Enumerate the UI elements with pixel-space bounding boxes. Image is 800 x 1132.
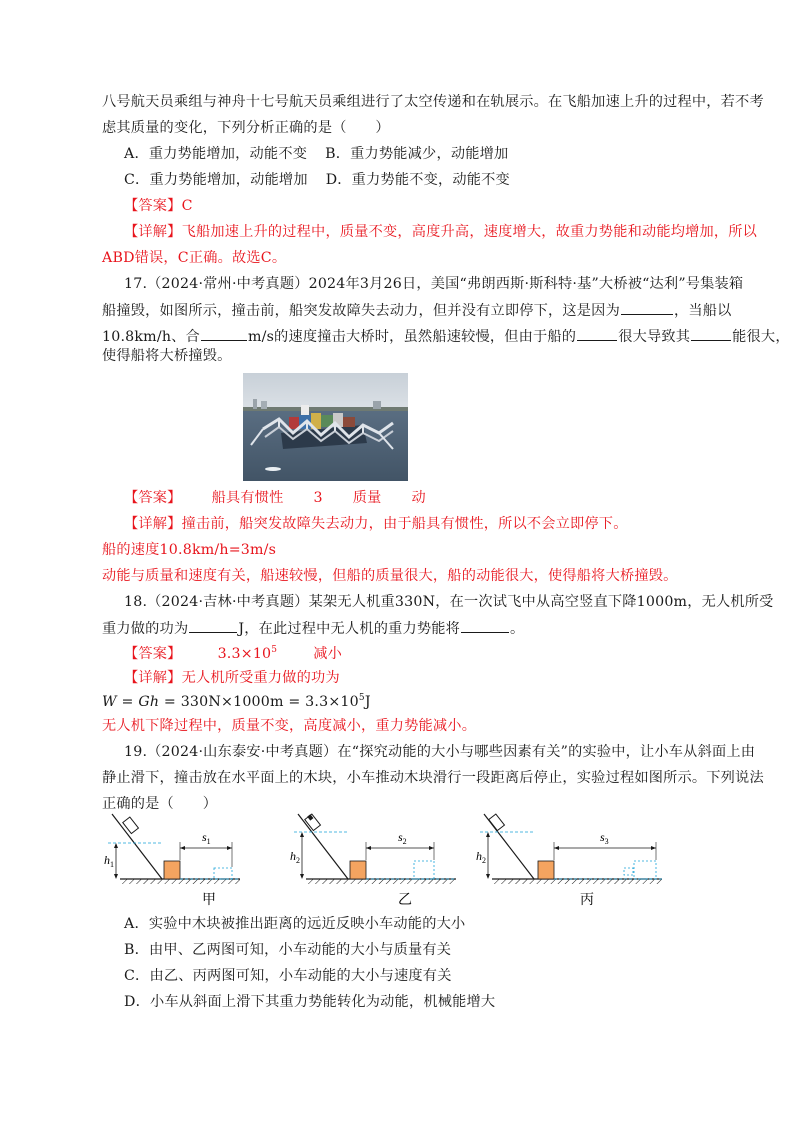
q18-answer-2: 减小 bbox=[313, 646, 342, 662]
detail-label: 【详解】 bbox=[124, 224, 182, 240]
q18-formula bbox=[102, 692, 371, 712]
q18-answer-1-exp: 5 bbox=[271, 645, 278, 655]
q17-detail-text1: 撞击前，船突发故障失去动力，由于船具有惯性，所以不会立即停下。 bbox=[181, 516, 628, 532]
detail-label: 【详解】 bbox=[124, 670, 182, 686]
q18-blank-1[interactable] bbox=[189, 618, 237, 633]
q16-answer-value: C bbox=[181, 198, 193, 214]
q18-stem-line2 bbox=[102, 618, 524, 639]
q18-blank-2[interactable] bbox=[461, 618, 509, 633]
q18-detail-line3: 无人机下降过程中，质量不变，高度减小，重力势能减小。 bbox=[102, 718, 477, 734]
bridge-collapse-photo bbox=[243, 373, 408, 481]
fig-label-jia: 甲 bbox=[202, 893, 216, 908]
panel-bing bbox=[480, 814, 662, 884]
q17-stem-line3-c: 很大导致其 bbox=[618, 329, 691, 345]
q16-option-c: C．重力势能增加，动能增加 bbox=[124, 172, 308, 188]
q17-stem-line4: 使得船将大桥撞毁。 bbox=[102, 348, 232, 364]
fig-h2-label: $h_2$ bbox=[290, 849, 300, 865]
q17-stem-line2 bbox=[102, 300, 732, 321]
q17-blank-4[interactable] bbox=[691, 326, 731, 341]
q17-stem-line2-a: 船撞毁，如图所示，撞击前，船突发故障失去动力，但并没有立即停下，这是因为 bbox=[102, 303, 620, 319]
q19-option-b: B．由甲、乙两图可知，小车动能的大小与质量有关 bbox=[124, 942, 452, 958]
fig-s2-label: $s_2$ bbox=[398, 830, 407, 846]
q16-stem-line2: 虑其质量的变化，下列分析正确的是（ ） bbox=[102, 120, 390, 136]
q18-stem-line2-b: J，在此过程中无人机的重力势能将 bbox=[238, 621, 461, 637]
answer-label: 【答案】 bbox=[124, 646, 182, 662]
q18-answer-1-base: 3.3×10 bbox=[217, 646, 272, 662]
q17-stem-line3-d: 能很大， bbox=[732, 329, 790, 345]
q17-detail-line1 bbox=[124, 514, 628, 534]
q18-answer-1 bbox=[218, 646, 278, 662]
formula-h: h bbox=[149, 694, 160, 710]
q19-option-a: A．实验中木块被推出距离的远近反映小车动能的大小 bbox=[124, 916, 466, 932]
formula-g: G bbox=[138, 694, 150, 710]
q16-detail-text1: 飞船加速上升的过程中，质量不变，高度升高，速度增大，故重力势能和动能均增加，所以 bbox=[181, 224, 758, 240]
q17-blank-1[interactable] bbox=[621, 300, 673, 315]
q19-experiment-figure bbox=[102, 812, 682, 912]
q17-answer bbox=[124, 488, 426, 508]
q18-detail-line1 bbox=[124, 668, 340, 688]
q16-options-row2 bbox=[124, 170, 510, 190]
q17-answer-2: 3 bbox=[313, 490, 323, 506]
fig-label-yi: 乙 bbox=[398, 893, 412, 908]
q17-blank-2[interactable] bbox=[201, 326, 247, 341]
q17-answer-4: 动 bbox=[411, 490, 426, 506]
q17-stem-line1: 17.（2024·常州·中考真题）2024年3月26日，美国“弗朗西斯·斯科特·基”大桥被“达利”号集装箱 bbox=[124, 276, 744, 292]
formula-exp: 5 bbox=[358, 693, 365, 703]
q17-blank-3[interactable] bbox=[577, 326, 617, 341]
q17-stem-line2-b: ，当船以 bbox=[673, 303, 732, 319]
q17-answer-3: 质量 bbox=[352, 490, 382, 506]
q18-stem-line2-a: 重力做的功为 bbox=[102, 621, 189, 637]
detail-label: 【详解】 bbox=[124, 516, 182, 532]
q18-detail-text1: 无人机所受重力做的功为 bbox=[181, 670, 340, 686]
fig-label-bing: 丙 bbox=[580, 893, 594, 908]
q18-stem-line2-c: 。 bbox=[510, 621, 525, 637]
q16-options-row1 bbox=[124, 144, 508, 164]
q16-detail-line2: ABD错误，C正确。故选C。 bbox=[102, 250, 287, 266]
q17-detail-line3: 动能与质量和速度有关，船速较慢，但船的质量很大，船的动能很大，使得船将大桥撞毁。 bbox=[102, 568, 678, 584]
panel-yi bbox=[294, 814, 456, 884]
q19-option-d: D．小车从斜面上滑下其重力势能转化为动能，机械能增大 bbox=[124, 994, 496, 1010]
q16-stem-line1: 八号航天员乘组与神舟十七号航天员乘组进行了太空传递和在轨展示。在飞船加速上升的过程中，若不考 bbox=[102, 94, 764, 110]
q17-stem-line3 bbox=[102, 326, 790, 347]
q17-answer-1: 船具有惯性 bbox=[211, 490, 284, 506]
q19-stem-line2: 静止滑下，撞击放在水平面上的木块，小车推动木块滑行一段距离后停止，实验过程如图所示。下列说法 bbox=[102, 770, 764, 786]
q16-answer bbox=[124, 196, 193, 216]
answer-label: 【答案】 bbox=[124, 490, 182, 506]
q17-detail-line2: 船的速度10.8km/h=3m/s bbox=[102, 542, 277, 558]
q18-stem-line1: 18.（2024·吉林·中考真题）某架无人机重330N，在一次试飞中从高空竖直下降1000m，无人机所受 bbox=[124, 594, 774, 610]
q17-stem-line3-b: m/s的速度撞击大桥时，虽然船速较慢，但由于船的 bbox=[247, 329, 577, 345]
q16-option-a: A．重力势能增加，动能不变 bbox=[124, 146, 308, 162]
answer-label: 【答案】 bbox=[124, 198, 182, 214]
q16-option-d: D．重力势能不变，动能不变 bbox=[325, 172, 510, 188]
q19-option-c: C．由乙、丙两图可知，小车动能的大小与速度有关 bbox=[124, 968, 452, 984]
formula-unit: J bbox=[364, 694, 371, 710]
q17-stem-line3-a: 10.8km/h、合 bbox=[102, 329, 200, 345]
q16-option-b: B．重力势能减少，动能增加 bbox=[325, 146, 509, 162]
panel-jia bbox=[108, 814, 240, 884]
q18-answer bbox=[124, 644, 342, 664]
q19-stem-line3: 正确的是（ ） bbox=[102, 796, 218, 812]
formula-eq: = bbox=[116, 694, 139, 710]
q19-stem-line1: 19.（2024·山东泰安·中考真题）在“探究动能的大小与哪些因素有关”的实验中，让小车从斜面上由 bbox=[124, 744, 756, 760]
fig-s3-label: $s_3$ bbox=[600, 830, 609, 846]
fig-s1-label: $s_1$ bbox=[202, 830, 211, 846]
q16-detail-line1 bbox=[124, 222, 757, 242]
formula-w: W bbox=[102, 694, 117, 710]
formula-rest: = 330N×1000m = 3.3×10 bbox=[159, 694, 359, 710]
fig-h3-label: $h_2$ bbox=[476, 849, 486, 865]
fig-h1-label: $h_1$ bbox=[104, 853, 114, 869]
